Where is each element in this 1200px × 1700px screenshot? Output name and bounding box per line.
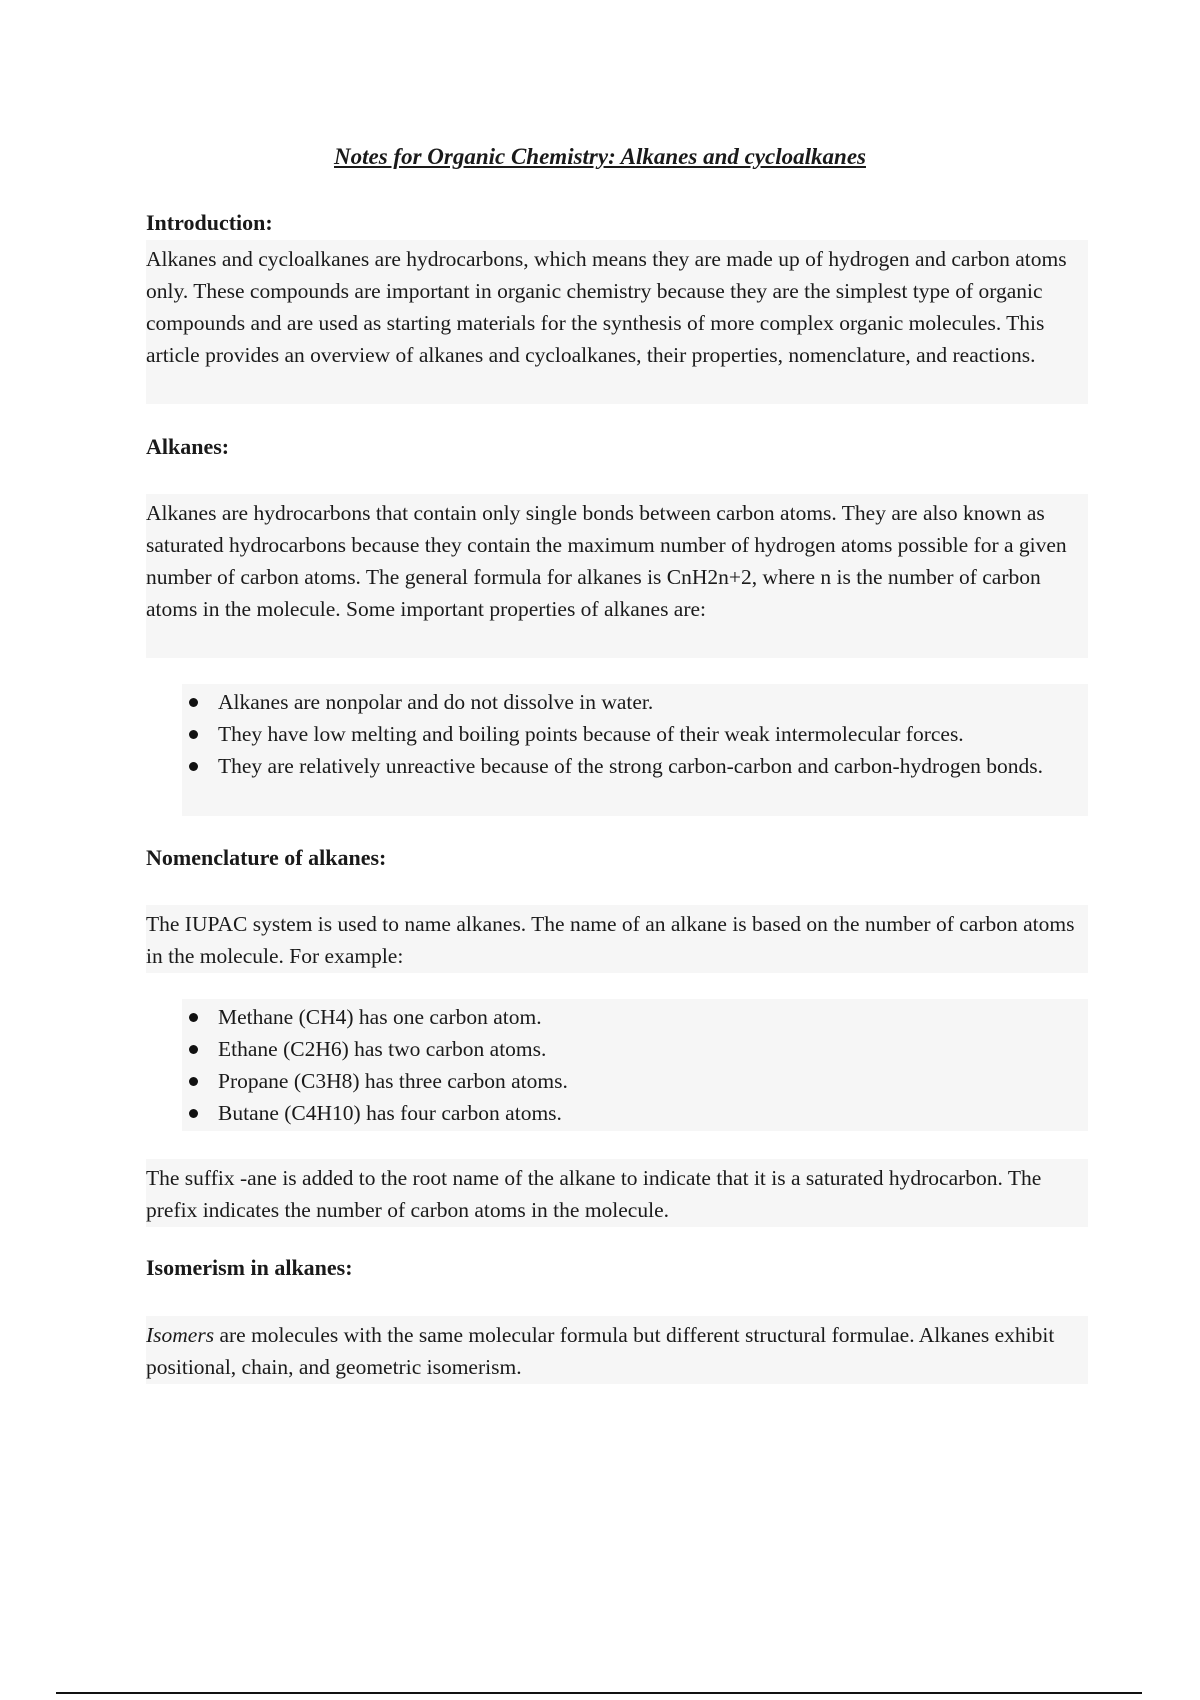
list-item bbox=[218, 1097, 1088, 1129]
isomerism-heading: Isomerism in alkanes: bbox=[146, 1255, 353, 1280]
list-item-text: Methane (CH4) has one carbon atom. bbox=[218, 1005, 542, 1029]
bullet-icon bbox=[189, 1045, 198, 1054]
bullet-icon bbox=[189, 762, 198, 771]
bullet-icon bbox=[189, 730, 198, 739]
footer-divider bbox=[56, 1692, 1142, 1694]
bullet-icon bbox=[189, 1077, 198, 1086]
list-item-text: They are relatively unreactive because of the strong carbon-carbon and carbon-hydrogen bonds. bbox=[218, 754, 1044, 778]
alkanes-heading: Alkanes: bbox=[146, 434, 230, 459]
introduction-paragraph: Alkanes and cycloalkanes are hydrocarbons, which means they are made up of hydrogen and carbon atoms only. These compounds are important in organic chemistry because they are the simplest type of organic compounds and are used as starting materials for the synthesis of more complex organic molecules. This article provides an overview of alkanes and cycloalkanes, their properties, nomenclature, and reactions. bbox=[146, 240, 1088, 404]
bullet-icon bbox=[189, 1109, 198, 1118]
isomers-term: Isomers bbox=[146, 1323, 215, 1347]
nomenclature-paragraph: The IUPAC system is used to name alkanes. The name of an alkane is based on the number of carbon atoms in the molecule. For example: bbox=[146, 905, 1088, 973]
list-item bbox=[218, 686, 1088, 718]
list-item-text: Butane (C4H10) has four carbon atoms. bbox=[218, 1101, 562, 1125]
list-item-text: They have low melting and boiling points because of their weak intermolecular forces. bbox=[218, 722, 964, 746]
isomerism-text: are molecules with the same molecular formula but different structural formulae. Alkanes exhibit positional, chain, and geometric isomerism. bbox=[146, 1323, 1055, 1379]
document-title: Notes for Organic Chemistry: Alkanes and cycloalkanes bbox=[334, 144, 866, 169]
bullet-icon bbox=[189, 1013, 198, 1022]
introduction-heading: Introduction: bbox=[146, 210, 273, 235]
list-item-text: Ethane (C2H6) has two carbon atoms. bbox=[218, 1037, 547, 1061]
alkane-examples-list bbox=[182, 999, 1088, 1131]
list-item-text: Propane (C3H8) has three carbon atoms. bbox=[218, 1069, 568, 1093]
alkanes-paragraph: Alkanes are hydrocarbons that contain only single bonds between carbon atoms. They are also known as saturated hydrocarbons because they contain the maximum number of hydrogen atoms possible for a given number of carbon atoms. The general formula for alkanes is CnH2n+2, where n is the number of carbon atoms in the molecule. Some important properties of alkanes are: bbox=[146, 494, 1088, 658]
list-item bbox=[218, 750, 1088, 782]
nomenclature-heading: Nomenclature of alkanes: bbox=[146, 845, 387, 870]
list-item bbox=[218, 718, 1088, 750]
bullet-icon bbox=[189, 698, 198, 707]
list-item bbox=[218, 1065, 1088, 1097]
list-item bbox=[218, 1001, 1088, 1033]
suffix-paragraph: The suffix -ane is added to the root name of the alkane to indicate that it is a saturated hydrocarbon. The prefix indicates the number of carbon atoms in the molecule. bbox=[146, 1159, 1088, 1227]
isomerism-paragraph bbox=[146, 1316, 1088, 1384]
alkanes-properties-list bbox=[182, 684, 1088, 816]
list-item bbox=[218, 1033, 1088, 1065]
list-item-text: Alkanes are nonpolar and do not dissolve in water. bbox=[218, 690, 654, 714]
